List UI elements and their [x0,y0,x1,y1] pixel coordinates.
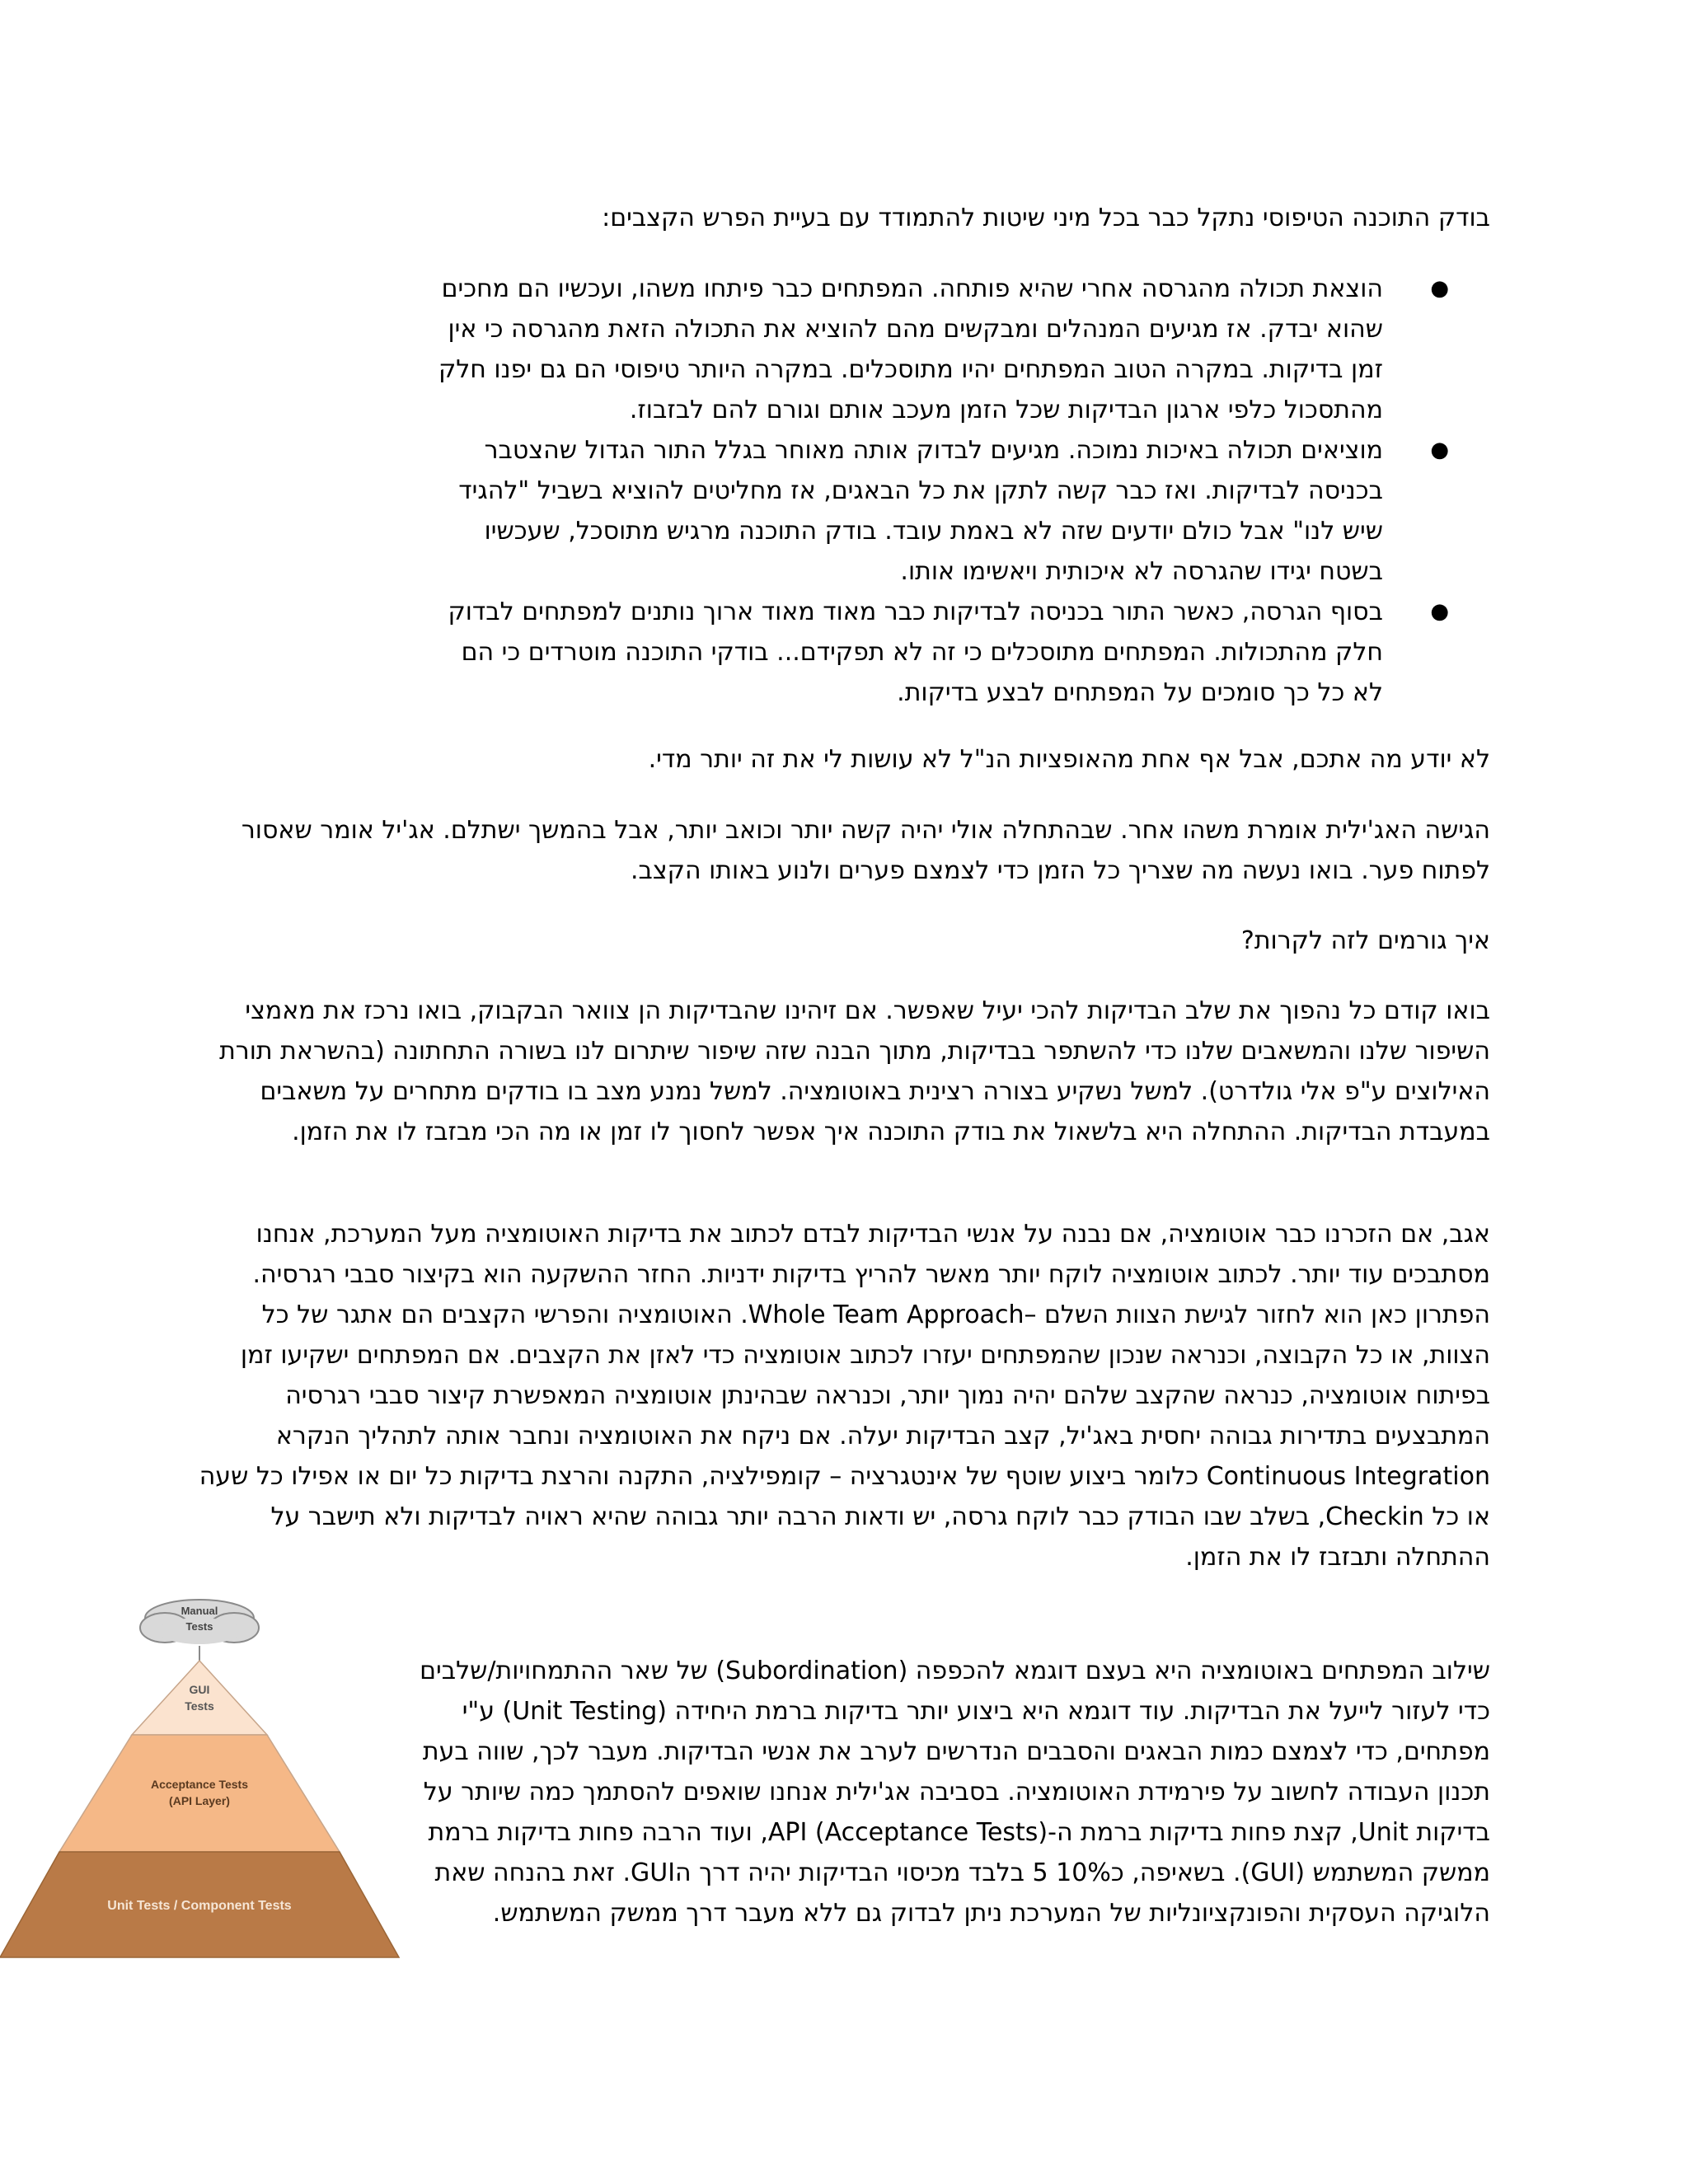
test-automation-pyramid [0,1595,404,1966]
bullet-item [435,430,1490,592]
bullet-item [435,592,1490,713]
paragraph-opinion: לא יודע מה אתכם, אבל אף אחת מהאופציות הנ"ל לא עושות לי את זה יותר מדי. [648,745,1490,774]
bullet-text: מוציאים תכולה באיכות נמוכה. מגיעים לבדוק אותה מאוחר בגלל התור הגדול שהצטבר בכניסה לבדיקות. ואז כבר קשה לתקן את כל הבאגים, אז מחליטים להוציא בשביל "להגיד שיש לנו" אבל כולם יודעים שזה לא באמת עובד. בודק התוכנה מרגיש מתוסכל, שעכשיו בשטח יגידו שהגרסה לא איכותית ויאשימו אותו. [458,436,1383,586]
bullet-item [435,269,1490,430]
bullet-list-container [188,269,1490,713]
bullet-icon: ● [1430,438,1449,462]
paragraph-question: איך גורמים לזה לקרות? [1240,926,1490,955]
bullet-text: הוצאת תכולה מהגרסה אחרי שהיא פותחה. המפתחים כבר פיתחו משהו, ועכשיו הם מחכים שהוא יבדק. אז מגיעים המנהלים ומבקשים מהם להוציא את התכולה הזאת מהגרסה כי אין זמן בדיקות. במקרה הטוב המפתחים יהיו מתוסכלים. במקרה היותר טיפוסי הם גם יפנו חלק מהתסכול כלפי ארגון הבדיקות שכל הזמן מעכב אותם וגורם להם לבזבוז. [438,274,1383,424]
unit-label: Unit Tests / Component Tests [107,1899,292,1913]
bullet-text: בסוף הגרסה, כאשר התור בכניסה לבדיקות כבר מאוד מאוד ארוך נותנים למפתחים לבדוק חלק מהתכולות. המפתחים מתוסכלים כי זה לא תפקידם... בודקי התוכנה מוטרדים כי הם לא כל כך סומכים על המפתחים לבצע בדיקות. [448,598,1383,707]
gui-label-line2: Tests [185,1699,214,1713]
paragraph-subordination: שילוב המפתחים באוטומציה היא בעצם דוגמא להכפפה (Subordination) של שאר ההתמחויות/שלבים כדי לעזור לייעל את הבדיקות. עוד דוגמא היא ביצוע יותר בדיקות ברמת היחידה (Unit Testing) ע"י מפתחים, כדי לצמצם כמות הבאגים והסבבים הנדרשים לערב את אנשי הבדיקות. מעבר לכך, שווה בעת תכנון העבודה לחשוב על פירמידת האוטומציה. בסביבה אג'ילית אנחנו שואפים להסתמך כמה שיותר על בדיקות Unit, קצת פחות בדיקות ברמת ה-API (Acceptance Tests), ועוד הרבה פחות בדיקות ברמת ממשק המשתמש (GUI). בשאיפה, כ10% 5 בלבד מכיסוי הבדיקות יהיה דרך הGUI. זאת בהנחה שאת הלוגיקה העסקית והפונקציונליות של המערכת ניתן לבדוק גם ללא מעבר דרך ממשק המשתמש. [420,1657,1490,1928]
paragraph-automation: אגב, אם הזכרנו כבר אוטומציה, אם נבנה על אנשי הבדיקות לבדם לכתוב את בדיקות האוטומציה מעל המערכת, אנחנו מסתבכים עוד יותר. לכתוב אוטומציה לוקח יותר מאשר להריץ בדיקות ידניות. החזר ההשקעה הוא בקיצור סבבי רגרסיה. הפתרון כאן הוא לחזור לגישת הצוות השלם –Whole Team Approach. האוטומציה והפרשי הקצבים הם אתגר של כל הצוות, או כל הקבוצה, וכנראה שנכון שהמפתחים יעזרו לכתוב אוטומציה כדי לאזן את הקצבים. אם המפתחים ישקיעו זמן בפיתוח אוטומציה, כנראה שהקצב שלהם יהיה נמוך יותר, וכנראה שבהינתן אוטומציה המאפשרת קיצור סבבי רגרסיה המתבצעים בתדירות גבוהה יחסית באג'יל, קצב הבדיקות יעלה. אם ניקח את האוטומציה ונחבר אותה לתהליך הנקרא Continuous Integration כלומר ביצוע שוטף של אינטגרציה – קומפילציה, התקנה והרצת בדיקות כל יום או אפילו כל שעה או כל Checkin, בשלב שבו הבודק כבר לוקח גרסה, יש ודאות הרבה יותר גבוהה שהיא ראויה לבדיקות ולא תישבר על ההתחלה ותבזבז לו את הזמן. [199,1220,1490,1572]
pyramid-tier-gui [132,1661,267,1735]
acceptance-label-line1: Acceptance Tests [150,1778,249,1791]
paragraph-agile-approach: הגישה האג'ילית אומרת משהו אחר. שבהתחלה אולי יהיה קשה יותר וכואב יותר, אבל בהמשך ישתלם. אג'יל אומר שאסור לפתוח פער. בואו נעשה מה שצריך כל הזמן כדי לצמצם פערים ולנוע באותו הקצב. [241,816,1490,885]
bullet-list [188,269,1490,713]
cloud-label-line2: Tests [185,1620,213,1633]
bullet-icon: ● [1430,599,1449,624]
intro-paragraph: בודק התוכנה הטיפוסי נתקל כבר בכל מיני שיטות להתמודד עם בעיית הפרש הקצבים: [602,204,1490,232]
cloud-label-line1: Manual [181,1605,218,1617]
pyramid-tier-acceptance [59,1735,340,1852]
paragraph-testing-efficiency: בואו קודם כל נהפוך את שלב הבדיקות להכי יעיל שאפשר. אם זיהינו שהבדיקות הן צוואר הבקבוק, בואו נרכז את מאמצי השיפור שלנו והמשאבים שלנו כדי להשתפר בבדיקות, מתוך הבנה שזה שיפור שיתרום לנו בשורה התחתונה (בהשראת תורת האילוצים ע"פ אלי גולדרט). למשל נשקיע בצורה רצינית באוטומציה. למשל נמנע מצב בו בודקים מתחרים על משאבים במעבדת הבדיקות. ההתחלה היא בלשאול את בודק התוכנה איך אפשר לחסוך לו זמן או מה הכי מבזבז לו את הזמן. [219,996,1490,1146]
acceptance-label-line2: (API Layer) [169,1794,230,1807]
gui-label-line1: GUI [189,1683,210,1696]
bullet-icon: ● [1430,276,1449,301]
